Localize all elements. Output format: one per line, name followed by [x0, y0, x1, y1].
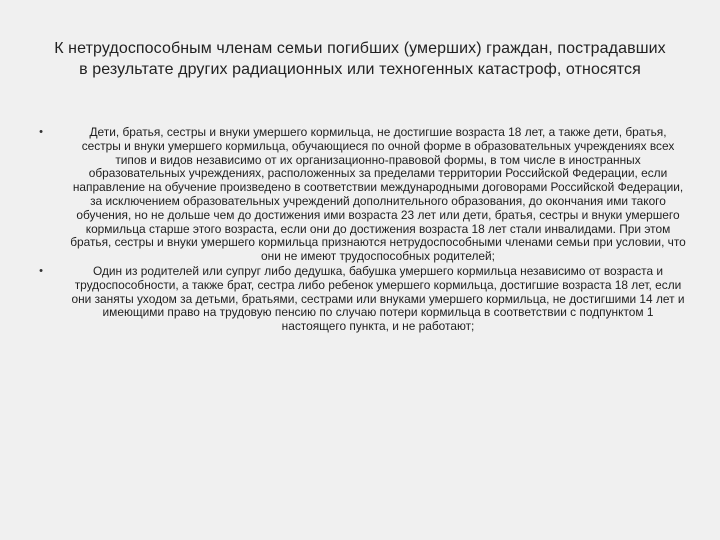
bullet-dot-icon: • — [39, 264, 43, 277]
slide-title-line-1: К нетрудоспособным членам семьи погибших (умерших) граждан, пострадавших — [54, 40, 666, 57]
bullet-item-parents-spouse — [36, 265, 686, 334]
bullet-text: Дети, братья, сестры и внуки умершего кормильца, не достигшие возраста 18 лет, а также дети, братья, сестры и внуки умершего кормильца, обучающиеся по очной форме в образовательных учреждениях всех типов и видов независимо от их организационно-правовой формы, в том числе в иностранных образовательных учреждениях, расположенных за пределами территории Российской Федерации, если направление на обучение произведено в соответствии международными договорами Российской Федерации, за исключением образовательных учреждений дополнительного образования, до окончания ими такого обучения, но не дольше чем до достижения ими возраста 23 лет или дети, братья, сестры и внуки умершего кормильца старше этого возраста, если они до достижения возраста 18 лет стали инвалидами. При этом братья, сестры и внуки умершего кормильца признаются нетрудоспособными членами семьи при условии, что они не имеют трудоспособных родителей; — [70, 125, 686, 264]
slide-title — [30, 38, 690, 80]
bullet-text: Один из родителей или супруг либо дедушка, бабушка умершего кормильца независимо от возраста и трудоспособности, а также брат, сестра либо ребенок умершего кормильца, достигшие возраста 18 лет, если они заняты уходом за детьми, братьями, сестрами или внуками умершего кормильца, не достигшими 14 лет и имеющими право на трудовую пенсию по случаю потери кормильца в соответствии с подпунктом 1 настоящего пункта, и не работают; — [71, 263, 685, 334]
bullet-list — [36, 126, 686, 335]
bullet-item-children — [36, 126, 686, 264]
bullet-dot-icon: • — [39, 126, 43, 138]
slide-title-line-2: в результате других радиационных или техногенных катастроф, относятся — [79, 61, 641, 78]
